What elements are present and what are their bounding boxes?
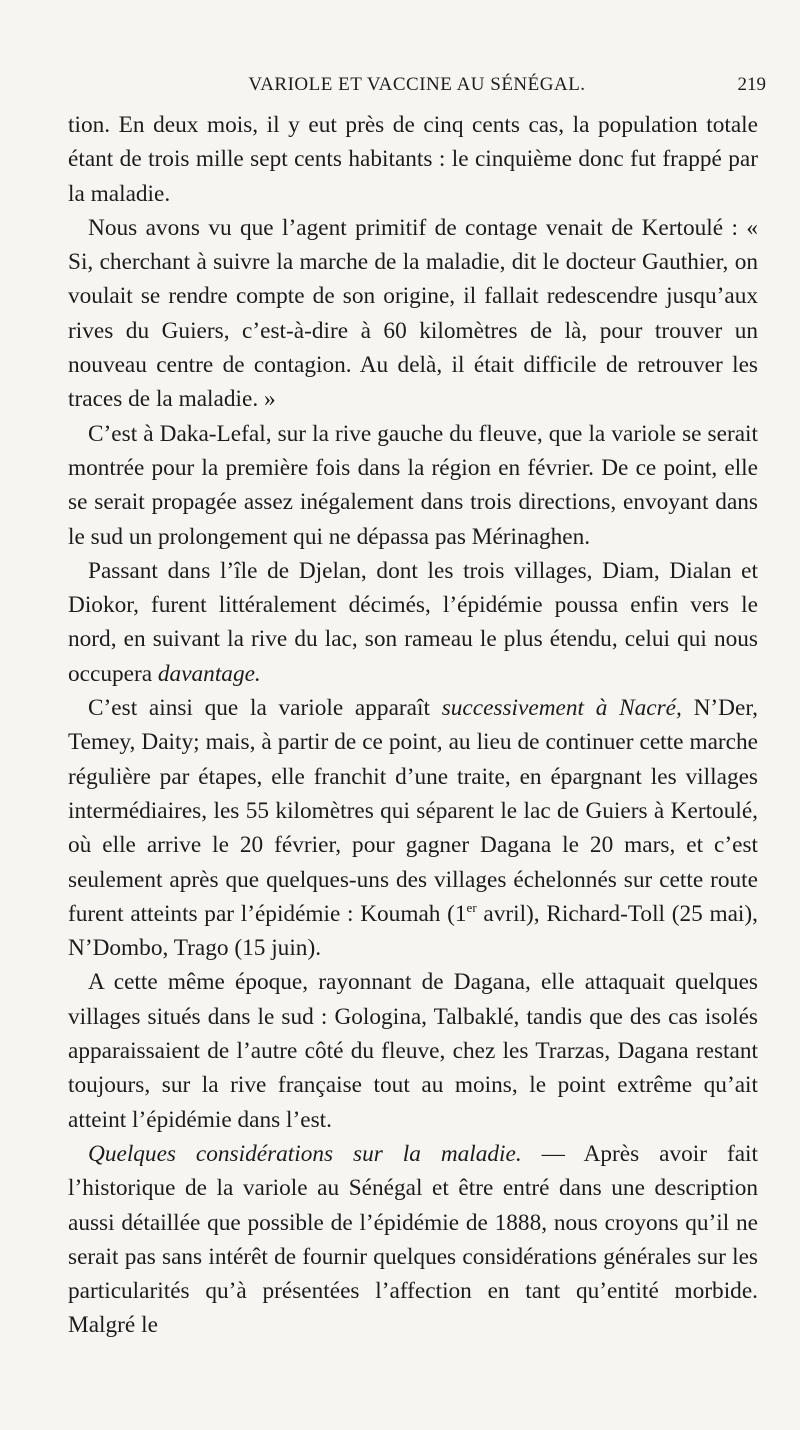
body-text [68,108,758,1343]
paragraph [68,965,758,1136]
text-run: — Après avoir fait l’historique de la variole au Sénégal et être entré dans une description aussi détaillée que possible de l’épidémie de 1888, nous croyons qu’il ne serait pas sans intérêt de fournir quelques considérations générales sur les particularités qu’à présentées l’affection en tant qu’entité morbide. Malgré le [68,1140,758,1339]
paragraph [68,108,758,211]
superscript: er [466,900,477,916]
text-run: avril), Richard-Toll (25 mai), N’Dombo, Trago (15 juin). [68,900,758,962]
text-run: C’est ainsi que la variole apparaît [88,695,442,722]
italic-text: davantage. [157,660,261,687]
paragraph [68,1137,758,1343]
text-run: Passant dans l’île de Djelan, dont les trois villages, Diam, Dialan et Diokor, furent littéralement décimés, l’épidémie poussa enfin vers le nord, en suivant la rive du lac, son rameau le plus étendu, celui qui nous occupera [68,557,758,687]
italic-text: successivement à Nacré, [441,695,682,722]
paragraph [68,211,758,417]
text-run: A cette même époque, rayonnant de Dagana, elle attaquait quelques villages situés dans le sud : Gologina, Talbaklé, tandis que des cas isolés apparaissaient de l’autre côté du fleuve, chez les Trarzas, Dagana restant toujours, sur la rive française tout au moins, le point extrême qu’ait atteint l’épidémie dans l’est. [68,969,758,1133]
text-run: N’Der, Temey, Daity; mais, à partir de ce point, au lieu de continuer cette marche régulière par étapes, elle franchit d’une traite, en épargnant les villages intermédiaires, les 55 kilomètres qui séparent le lac de Guiers à Kertoulé, où elle arrive le 20 février, pour gagner Dagana le 20 mars, et c’est seulement après que quelques-uns des villages échelonnés sur cette route furent atteints par l’épidémie : Koumah (1 [68,695,758,927]
text-run: tion. En deux mois, il y eut près de cinq cents cas, la population totale étant de trois mille sept cents habitants : le cinquième donc fut frappé par la maladie. [68,112,758,207]
running-title: VARIOLE ET VACCINE AU SÉNÉGAL. [248,74,586,95]
paragraph [68,691,758,965]
text-run: Nous avons vu que l’agent primitif de contage venait de Kertoulé : « Si, cherchant à suivre la marche de la maladie, dit le docteur Gauthier, on voulait se rendre compte de son origine, il fallait redescendre jusqu’aux rives du Guiers, c’est-à-dire à 60 kilomètres de là, pour trouver un nouveau centre de contagion. Au delà, il était difficile de retrouver les traces de la maladie. » [68,214,758,413]
page-number: 219 [737,74,766,95]
text-run: C’est à Daka-Lefal, sur la rive gauche du fleuve, que la variole se serait montrée pour la première fois dans la région en février. De ce point, elle se serait propagée assez inégalement dans trois directions, envoyant dans le sud un prolongement qui ne dépassa pas Mérinaghen. [68,420,758,550]
page-header [68,72,766,102]
paragraph [68,417,758,554]
italic-text: Quelques considérations sur la maladie. [88,1140,522,1167]
paragraph [68,554,758,691]
